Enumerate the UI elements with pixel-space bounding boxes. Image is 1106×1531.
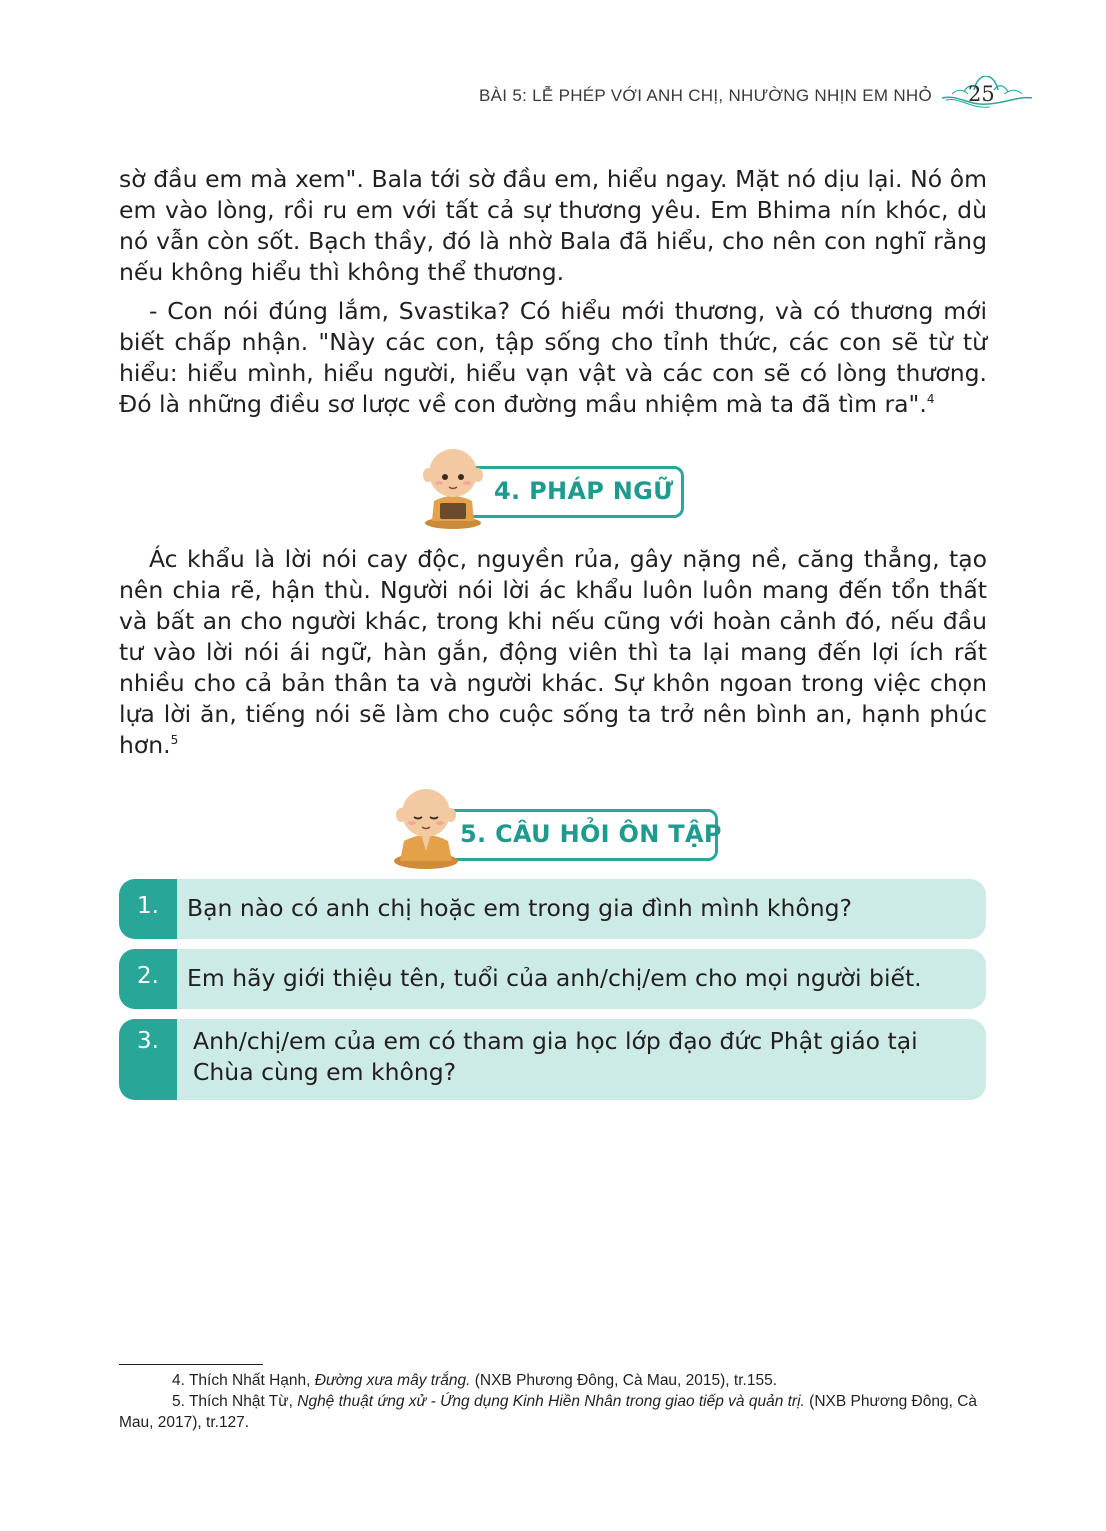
footnote-title: Nghệ thuật ứng xử - Ứng dụng Kinh Hiền Nhân trong giao tiếp và quản trị. bbox=[297, 1393, 805, 1410]
footnote-5 bbox=[119, 1391, 989, 1433]
monk-reading-icon bbox=[414, 445, 492, 529]
question-text: Anh/chị/em của em có tham gia học lớp đạo đức Phật giáo tại Chùa cùng em không? bbox=[193, 1027, 918, 1086]
footnote-title: Đường xưa mây trắng. bbox=[314, 1372, 471, 1389]
question-number: 1. bbox=[119, 879, 177, 939]
question-number: 2. bbox=[119, 949, 177, 1009]
paragraph-text bbox=[119, 296, 987, 420]
page-number-ornament bbox=[938, 76, 1034, 116]
paragraph-body: - Con nói đúng lắm, Svastika? Có hiểu mới thương, và có thương mới biết chấp nhận. "Này các con, tập sống cho tỉnh thức, các con sẽ từ từ hiểu: hiểu mình, hiểu người, hiểu vạn vật và các con sẽ có lòng thương. Đó là những điều sơ lược về con đường mầu nhiệm mà ta đã tìm ra". bbox=[119, 297, 987, 418]
footnotes bbox=[119, 1370, 989, 1433]
question-text: Em hãy giới thiệu tên, tuổi của anh/chị/em cho mọi người biết. bbox=[187, 964, 922, 992]
footnote-author: 5. Thích Nhật Từ, bbox=[172, 1393, 298, 1410]
footnote-ref-4: 4 bbox=[926, 392, 935, 407]
footnote-publisher: (NXB Phương Đông, Cà Mau, 2017), tr.127. bbox=[119, 1393, 978, 1431]
question-item-3 bbox=[119, 1019, 986, 1100]
section-title: 4. PHÁP NGỮ bbox=[494, 477, 674, 505]
section-heading-5 bbox=[388, 785, 722, 869]
paragraph-body: Ác khẩu là lời nói cay độc, nguyền rủa, gây nặng nề, căng thẳng, tạo nên chia rẽ, hận thù. Người nói lời ác khẩu luôn luôn mang đến tổn thất và bất an cho người khác, trong khi nếu cũng với hoàn cảnh đó, nếu đầu tư vào lời nói ái ngữ, hàn gắn, động viên thì ta lại mang đến lợi ích rất nhiều cho cả bản thân ta và người khác. Sự khôn ngoan trong việc chọn lựa lời ăn, tiếng nói sẽ làm cho cuộc sống ta trở nên bình an, hạnh phúc hơn. bbox=[119, 545, 987, 759]
paragraph-text: sờ đầu em mà xem". Bala tới sờ đầu em, hiểu ngay. Mặt nó dịu lại. Nó ôm em vào lòng, rồi ru em với tất cả sự thương yêu. Em Bhima nín khóc, dù nó vẫn còn sốt. Bạch thầy, đó là nhờ Bala đã hiểu, cho nên con nghĩ rằng nếu không hiểu thì không thể thương. bbox=[119, 165, 987, 286]
monk-praying-icon bbox=[388, 785, 464, 869]
dharma-paragraph bbox=[119, 544, 987, 761]
footnote-author: 4. Thích Nhất Hạnh, bbox=[172, 1372, 315, 1389]
page-header bbox=[479, 76, 1034, 116]
question-item-1 bbox=[119, 879, 986, 939]
lesson-title: BÀI 5: LỄ PHÉP VỚI ANH CHỊ, NHƯỜNG NHỊN EM NHỎ bbox=[479, 86, 932, 105]
story-paragraph-2 bbox=[119, 296, 987, 420]
footnote-divider bbox=[119, 1364, 263, 1365]
footnote-4 bbox=[119, 1370, 989, 1391]
paragraph-text bbox=[119, 544, 987, 761]
footnote-publisher: (NXB Phương Đông, Cà Mau, 2015), tr.155. bbox=[470, 1372, 778, 1389]
question-text: Bạn nào có anh chị hoặc em trong gia đình mình không? bbox=[187, 894, 853, 922]
question-number: 3. bbox=[119, 1019, 177, 1100]
section-title: 5. CÂU HỎI ÔN TẬP bbox=[460, 820, 722, 848]
page-number: 25 bbox=[968, 82, 995, 106]
story-paragraph-1 bbox=[119, 164, 987, 288]
footnote-ref-5: 5 bbox=[170, 733, 179, 748]
section-heading-4 bbox=[414, 445, 684, 529]
question-item-2 bbox=[119, 949, 986, 1009]
